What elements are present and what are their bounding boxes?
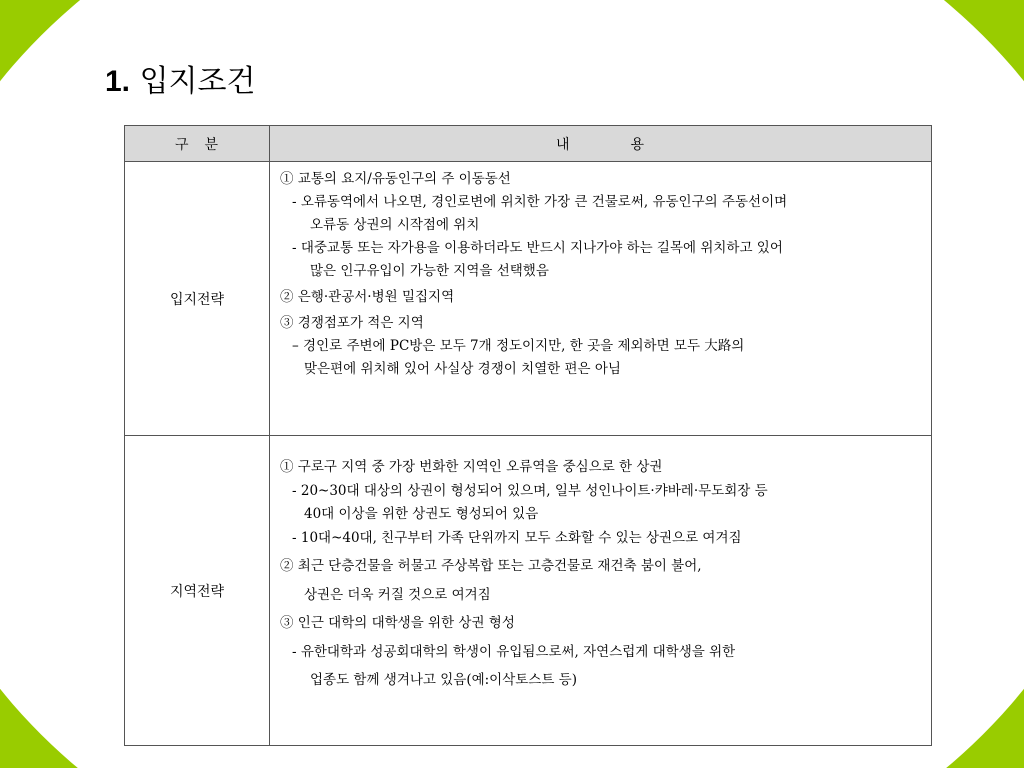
description-line: 업종도 함께 생겨나고 있음(예:이삭토스트 등) bbox=[310, 672, 577, 688]
table-header-row bbox=[125, 126, 932, 162]
description-line: 40대 이상을 위한 상권도 형성되어 있음 bbox=[304, 506, 539, 522]
description-line: - 20~30대 대상의 상권이 형성되어 있으며, 일부 성인나이트·캬바레·무도회장 등 bbox=[292, 482, 768, 499]
header-content: 내 용 bbox=[270, 126, 932, 162]
row-category: 입지전략 bbox=[125, 162, 270, 436]
description-line: - 유한대학과 성공회대학의 학생이 유입됨으로써, 자연스럽게 대학생을 위한 bbox=[292, 643, 736, 660]
table-row bbox=[125, 436, 932, 746]
header-category: 구 분 bbox=[125, 126, 270, 162]
table-row bbox=[125, 162, 932, 436]
description-line: ① 교통의 요지/유동인구의 주 이동동선 bbox=[280, 171, 511, 187]
location-conditions-table bbox=[124, 125, 932, 746]
description-line: ③ 인근 대학의 대학생을 위한 상권 형성 bbox=[280, 615, 515, 631]
title-number: 1. bbox=[105, 65, 131, 98]
description-line: ③ 경쟁점포가 적은 지역 bbox=[280, 315, 424, 331]
description-line: - 10대~40대, 친구부터 가족 단위까지 모두 소화할 수 있는 상권으로 여겨짐 bbox=[292, 529, 742, 546]
description-line: 상권은 더욱 커질 것으로 여겨짐 bbox=[304, 586, 491, 603]
row-description bbox=[270, 162, 932, 436]
description-line: - 대중교통 또는 자가용을 이용하더라도 반드시 지나가야 하는 길목에 위치하고 있어 bbox=[292, 240, 783, 256]
description-line: ② 은행·관공서·병원 밀집지역 bbox=[280, 289, 455, 305]
title-text: 입지조건 bbox=[139, 64, 256, 99]
description-line: - 오류동역에서 나오면, 경인로변에 위치한 가장 큰 건물로써, 유동인구의 주동선이며 bbox=[292, 194, 788, 210]
slide-title bbox=[105, 56, 256, 100]
row-category: 지역전략 bbox=[125, 436, 270, 746]
description-line: ① 구로구 지역 중 가장 번화한 지역인 오류역을 중심으로 한 상권 bbox=[280, 459, 663, 475]
description-line: – 경인로 주변에 PC방은 모두 7개 정도이지만, 한 곳을 제외하면 모두 大路의 bbox=[292, 338, 745, 354]
row-description bbox=[270, 436, 932, 746]
description-line: 많은 인구유입이 가능한 지역을 선택했음 bbox=[310, 263, 549, 279]
description-line: 맞은편에 위치해 있어 사실상 경쟁이 치열한 편은 아님 bbox=[304, 361, 621, 377]
description-line: ② 최근 단층건물을 허물고 주상복합 또는 고층건물로 재건축 붐이 불어, bbox=[280, 558, 702, 574]
description-line: 오류동 상권의 시작점에 위치 bbox=[310, 217, 480, 233]
